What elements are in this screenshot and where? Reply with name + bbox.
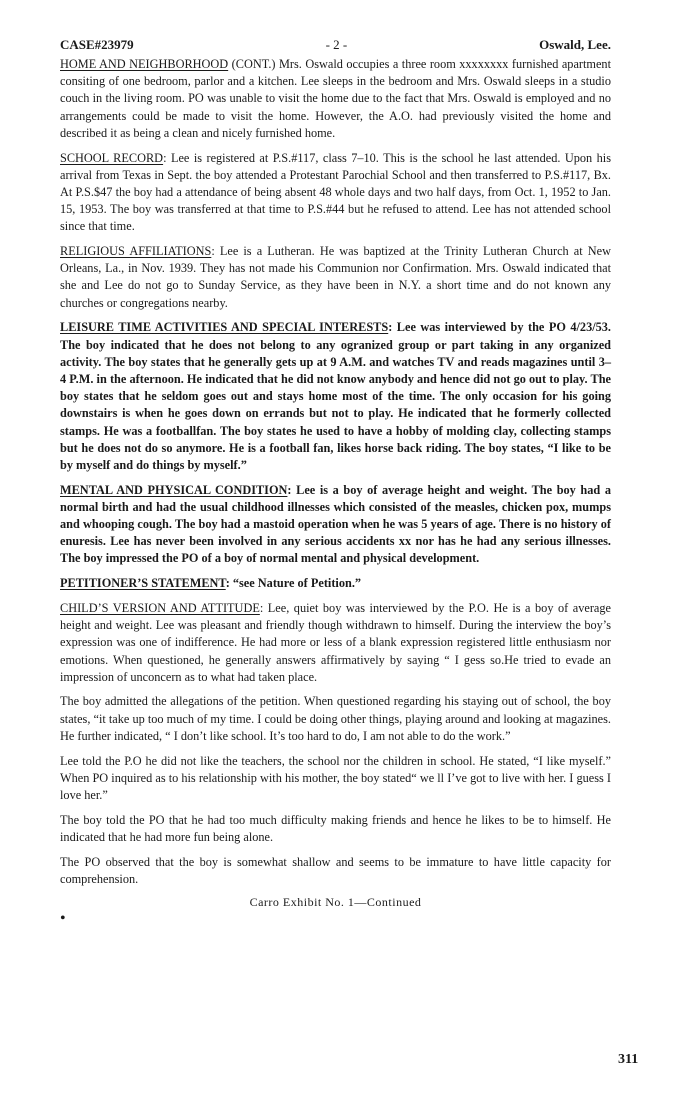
section-text: Lee was interviewed by the PO 4/23/53. The boy indicated that he does not belong to any ogranized group or part taking in any organized activity. The boy states that he generally gets up at 9 A.M. and watches TV and reads magazines until 3– 4 P.M. in the afternoon. He indicated that he did not know anybody and hence did not go out to play. The boy states that he seldom goes out and stays home most of the time. The only occasion for his going downstairs is when he goes down on errands but not to play. He indicated that he formerly collected stamps. He was a footballfan. The boy states he used to have a hobby of molding clay, collecting stamps but he does not do so anymore. He is a football fan, likes horse back riding. The boy states, “I like to be by myself and do things by myself.” xyxy=(60,320,612,472)
section-home-neighborhood xyxy=(60,56,611,142)
section-text: Lee, quiet boy was interviewed by the P.O. He is a boy of average height and weight. Lee was pleasant and friendly though withdrawn to himself. During the interview the boy’s expression was one of indifference. He had more or less of a blank expression registered little enthusiasm nor emotions. When questioned, he generally answers affirmatively by saying “ I gess so.He tried to evade an impression of unconcern as to what had taken place. xyxy=(60,600,611,684)
section-mental-physical: MENTAL AND PHYSICAL CONDITION: Lee is a boy of average height and weight. The boy had a normal birth and had the usual childhood illnesses which consisted of the measles, chicken pox, mumps and whooping cough. The boy had a mastoid operation when he was 5 years of age. There is no history of enuresis. Lee has never been involved in any serious accidents xx nor has he had any serious illnesses. The boy impressed the PO of a boy of normal mental and physical development. xyxy=(60,482,611,566)
section-leisure-activities: LEISURE TIME ACTIVITIES AND SPECIAL INTERESTS: Lee was interviewed by the PO 4/23/53. The boy indicated that he does not belong to any ogranized group or part taking in any organized activity. The boy states that he generally gets up at 9 A.M. and watches TV and reads magazines until 3– 4 P.M. in the afternoon. He indicated that he did not know anybody and hence did not go out to play. The boy states that he seldom goes out and stays home most of the time. The only occasion for his going downstairs is when he goes down on errands but not to play. He indicated that he formerly collected stamps. He was a footballfan. The boy states he used to have a hobby of molding clay, collecting stamps but he does not do so anymore. He is a football fan, likes horse back riding. The boy states, “I like to be by myself and do things by myself.” xyxy=(60,320,612,472)
section-heading: PETITIONER’S STATEMENT xyxy=(60,576,226,591)
section-text: “see Nature of Petition.” xyxy=(232,576,362,591)
section-child-version: CHILD’S VERSION AND ATTITUDE: Lee, quiet boy was interviewed by the P.O. He is a boy of average height and weight. Lee was pleasant and friendly though withdrawn to himself. During the interview the boy’s expression was one of indifference. He had more or less of a blank expression registered little enthusiasm nor emotions. When questioned, he generally answers affirmatively by saying “ I gess so.He tried to evade an impression of unconcern as to what had taken place. xyxy=(60,600,611,684)
section-school-record: SCHOOL RECORD: Lee is registered at P.S.#117, class 7–10. This is the school he last attended. Upon his arrival from Texas in Sept. the boy attended a Protestant Parochial School and then transferred to P.S.#117, Bx. At P.S.$47 the boy had a attendance of being absent 48 whole days and two half days, from Oct. 1, 1952 to Jan. 15, 1953. The boy was transferred at that time to P.S.#44 but he refused to attend. Lee has not attended school since that time. xyxy=(60,150,611,234)
section-heading: RELIGIOUS AFFILIATIONS xyxy=(60,244,212,259)
section-religious-affiliations: RELIGIOUS AFFILIATIONS: Lee is a Lutheran. He was baptized at the Trinity Lutheran Church at New Orleans, La., in Nov. 1939. They has not made his Communion nor Confirmation. Mrs. Oswald indicated that she and Lee do not go to Sunday Service, as they have been in N.Y. a short time and do not known any churches or congregations nearby. xyxy=(60,244,611,310)
page-number: 311 xyxy=(618,1052,639,1067)
section-heading: CHILD’S VERSION AND ATTITUDE xyxy=(60,600,260,615)
section-text: Lee is registered at P.S.#117, class 7–10. This is the school he last attended. Upon his arrival from Texas in Sept. the boy attended a Protestant Parochial School and then transferred to P.S.#117, Bx. At P.S.$47 the boy had a attendance of being absent 48 whole days and two half days, from Oct. 1, 1952 to Jan. 15, 1953. The boy was transferred at that time to P.S.#44 but he refused to attend. Lee has not attended school since that time. xyxy=(60,150,611,234)
page-header xyxy=(60,37,611,53)
exhibit-label: Carro Exhibit No. 1—Continued xyxy=(249,895,422,910)
section-text: Lee is a Lutheran. He was baptized at the Trinity Lutheran Church at New Orleans, La., in Nov. 1939. They has not made his Communion nor Confirmation. Mrs. Oswald indicated that she and Lee do not go to Sunday Service, as they have been in N.Y. a short time and do not known any churches or congregations nearby. xyxy=(60,244,611,310)
section-text: (CONT.) Mrs. Oswald occupies a three room xxxxxxxx furnished apartment consiting of one bedroom, parlor and a kitchen. Lee sleeps in the bedroom and Mrs. Oswald sleeps in a studio couch in the living room. PO was unable to visit the home due to the fact that Mrs. Oswald is employed and no arrangements could be made to visit the home. However, the A.O. had previously visited the home and described it as being a clean and nicely furnished home. xyxy=(60,57,611,140)
case-number: CASE#23979 xyxy=(60,37,134,52)
paragraph: The boy admitted the allegations of the petition. When questioned regarding his staying out of school, the boy states, “it take up too much of my time. I could be doing other things, playing around and looking at magazines. He further indicated, “ I don’t like school. It’s too hard to do, I am not able to do the work.” xyxy=(60,694,611,743)
paragraph: Lee told the P.O he did not like the teachers, the school nor the children in school. He stated, “I like myself.” When PO inquired as to his relationship with his mother, the boy stated“ we ll I’ve got to live with her. I guess I love her.” xyxy=(60,753,611,802)
paragraph: The PO observed that the boy is somewhat shallow and seems to be immature to have little capacity for comprehension. xyxy=(60,854,611,886)
paragraph: The boy told the PO that he had too much difficulty making friends and hence he likes to be to himself. He indicated that he had more fun being alone. xyxy=(60,812,611,844)
stray-mark: • xyxy=(60,910,66,928)
exhibit-footer xyxy=(60,895,611,910)
section-heading: HOME AND NEIGHBORHOOD xyxy=(60,57,229,71)
section-heading: MENTAL AND PHYSICAL CONDITION xyxy=(60,482,288,497)
section-text: Lee is a boy of average height and weight. The boy had a normal birth and had the usual childhood illnesses which consisted of the measles, chicken pox, mumps and whooping cough. The boy had a mastoid operation when he was 5 years of age. There is no history of enuresis. Lee has never been involved in any serious accidents xx nor has he had any serious illnesses. The boy impressed the PO of a boy of normal mental and physical development. xyxy=(60,482,611,566)
page-indicator: - 2 - xyxy=(325,37,348,52)
section-petitioner-statement: PETITIONER’S STATEMENT: “see Nature of Petition.” xyxy=(60,576,362,591)
section-heading: LEISURE TIME ACTIVITIES AND SPECIAL INTERESTS xyxy=(60,320,389,335)
section-heading: SCHOOL RECORD xyxy=(60,150,164,165)
subject-name: Oswald, Lee. xyxy=(539,37,611,52)
